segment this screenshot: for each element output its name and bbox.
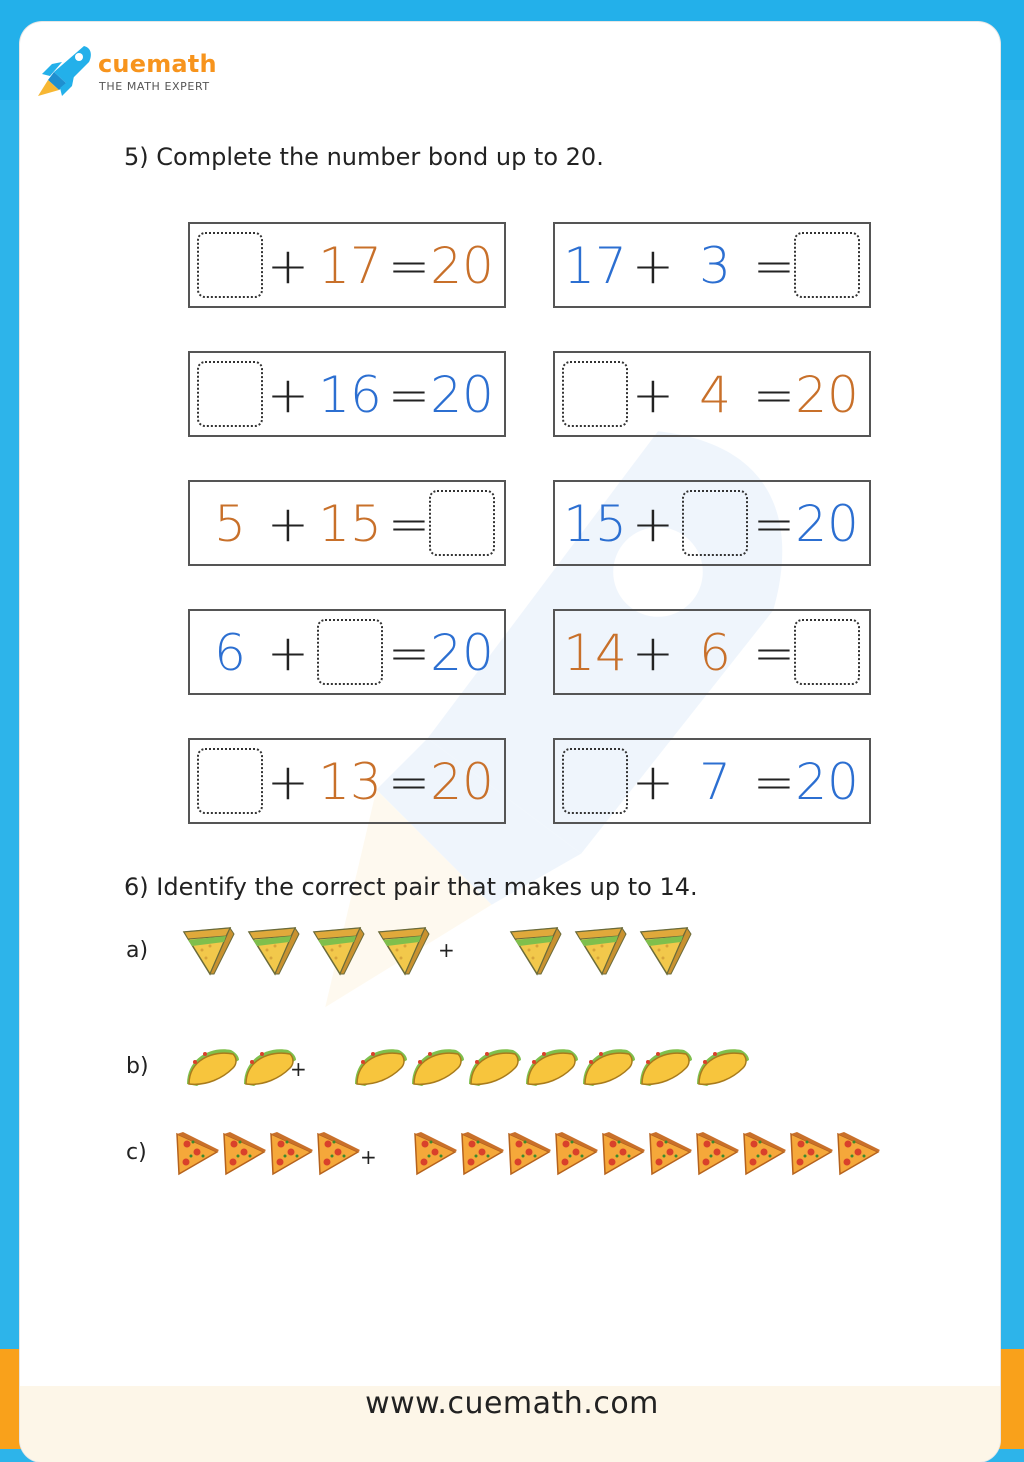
pizza-icon [505, 1130, 551, 1180]
pizza-icon [411, 1130, 457, 1180]
plus-sign: + [267, 624, 309, 682]
number: 13 [318, 753, 382, 811]
plus-sign: + [632, 366, 674, 424]
equals-sign: = [753, 753, 795, 811]
plus-sign: + [632, 624, 674, 682]
pizza-icon [740, 1130, 786, 1180]
taco-icon [183, 1044, 243, 1092]
number: 20 [430, 237, 494, 295]
answer-blank[interactable] [562, 748, 628, 814]
number: 16 [318, 366, 382, 424]
equation-box [188, 480, 506, 566]
answer-blank[interactable] [197, 232, 263, 298]
number: 17 [318, 237, 382, 295]
sandwich-icon [180, 922, 236, 982]
pizza-icon [173, 1130, 219, 1180]
equals-sign: = [388, 753, 430, 811]
equals-sign: = [753, 237, 795, 295]
number: 17 [563, 237, 627, 295]
equals-sign: = [388, 237, 430, 295]
equation-box [188, 351, 506, 437]
number: 3 [699, 237, 731, 295]
equation-box [553, 480, 871, 566]
plus-sign: + [632, 495, 674, 553]
brand-name-part2: math [146, 50, 217, 78]
equals-sign: = [388, 624, 430, 682]
brand-name [98, 50, 217, 78]
pizza-icon [458, 1130, 504, 1180]
sandwich-icon [507, 922, 563, 982]
taco-icon [408, 1044, 468, 1092]
plus-sign: + [632, 237, 674, 295]
plus-sign: + [290, 1057, 307, 1081]
plus-sign: + [632, 753, 674, 811]
option-label: c) [126, 1140, 147, 1165]
pizza-icon [787, 1130, 833, 1180]
footer-url: www.cuemath.com [365, 1386, 659, 1421]
option-label: b) [126, 1054, 149, 1079]
sandwich-icon [637, 922, 693, 982]
number: 20 [795, 366, 859, 424]
number: 4 [699, 366, 731, 424]
sandwich-icon [245, 922, 301, 982]
taco-icon [522, 1044, 582, 1092]
equation-box [188, 222, 506, 308]
pizza-icon [267, 1130, 313, 1180]
equation-box [553, 609, 871, 695]
number: 6 [214, 624, 246, 682]
plus-sign: + [267, 366, 309, 424]
equation-box [553, 738, 871, 824]
pizza-icon [646, 1130, 692, 1180]
number: 14 [563, 624, 627, 682]
cuemath-rocket-logo-icon [34, 44, 94, 98]
number: 20 [430, 624, 494, 682]
taco-icon [579, 1044, 639, 1092]
answer-blank[interactable] [317, 619, 383, 685]
number: 20 [795, 753, 859, 811]
equals-sign: = [753, 495, 795, 553]
question-5-prompt: 5) Complete the number bond up to 20. [124, 143, 604, 171]
sandwich-icon [310, 922, 366, 982]
answer-blank[interactable] [197, 748, 263, 814]
pizza-icon [552, 1130, 598, 1180]
number: 20 [430, 753, 494, 811]
pizza-icon [599, 1130, 645, 1180]
answer-blank[interactable] [682, 490, 748, 556]
equals-sign: = [753, 624, 795, 682]
sandwich-icon [572, 922, 628, 982]
answer-blank[interactable] [794, 232, 860, 298]
number: 5 [214, 495, 246, 553]
number: 20 [430, 366, 494, 424]
brand-name-part1: cue [98, 50, 147, 78]
sandwich-icon [375, 922, 431, 982]
number: 6 [699, 624, 731, 682]
equals-sign: = [753, 366, 795, 424]
equation-box [553, 222, 871, 308]
number: 7 [699, 753, 731, 811]
number: 15 [318, 495, 382, 553]
taco-icon [693, 1044, 753, 1092]
pizza-icon [834, 1130, 880, 1180]
equals-sign: = [388, 495, 430, 553]
pizza-icon [693, 1130, 739, 1180]
answer-blank[interactable] [562, 361, 628, 427]
plus-sign: + [267, 495, 309, 553]
option-label: a) [126, 938, 149, 963]
answer-blank[interactable] [794, 619, 860, 685]
equals-sign: = [388, 366, 430, 424]
plus-sign: + [267, 753, 309, 811]
number: 20 [795, 495, 859, 553]
pizza-icon [220, 1130, 266, 1180]
answer-blank[interactable] [197, 361, 263, 427]
answer-blank[interactable] [429, 490, 495, 556]
equation-box [188, 738, 506, 824]
taco-icon [465, 1044, 525, 1092]
taco-icon [351, 1044, 411, 1092]
equation-box [188, 609, 506, 695]
plus-sign: + [360, 1145, 377, 1169]
number: 15 [563, 495, 627, 553]
plus-sign: + [438, 938, 455, 962]
brand-tagline: THE MATH EXPERT [99, 80, 210, 93]
question-6-prompt: 6) Identify the correct pair that makes up to 14. [124, 873, 698, 901]
equation-box [553, 351, 871, 437]
taco-icon [636, 1044, 696, 1092]
plus-sign: + [267, 237, 309, 295]
pizza-icon [314, 1130, 360, 1180]
